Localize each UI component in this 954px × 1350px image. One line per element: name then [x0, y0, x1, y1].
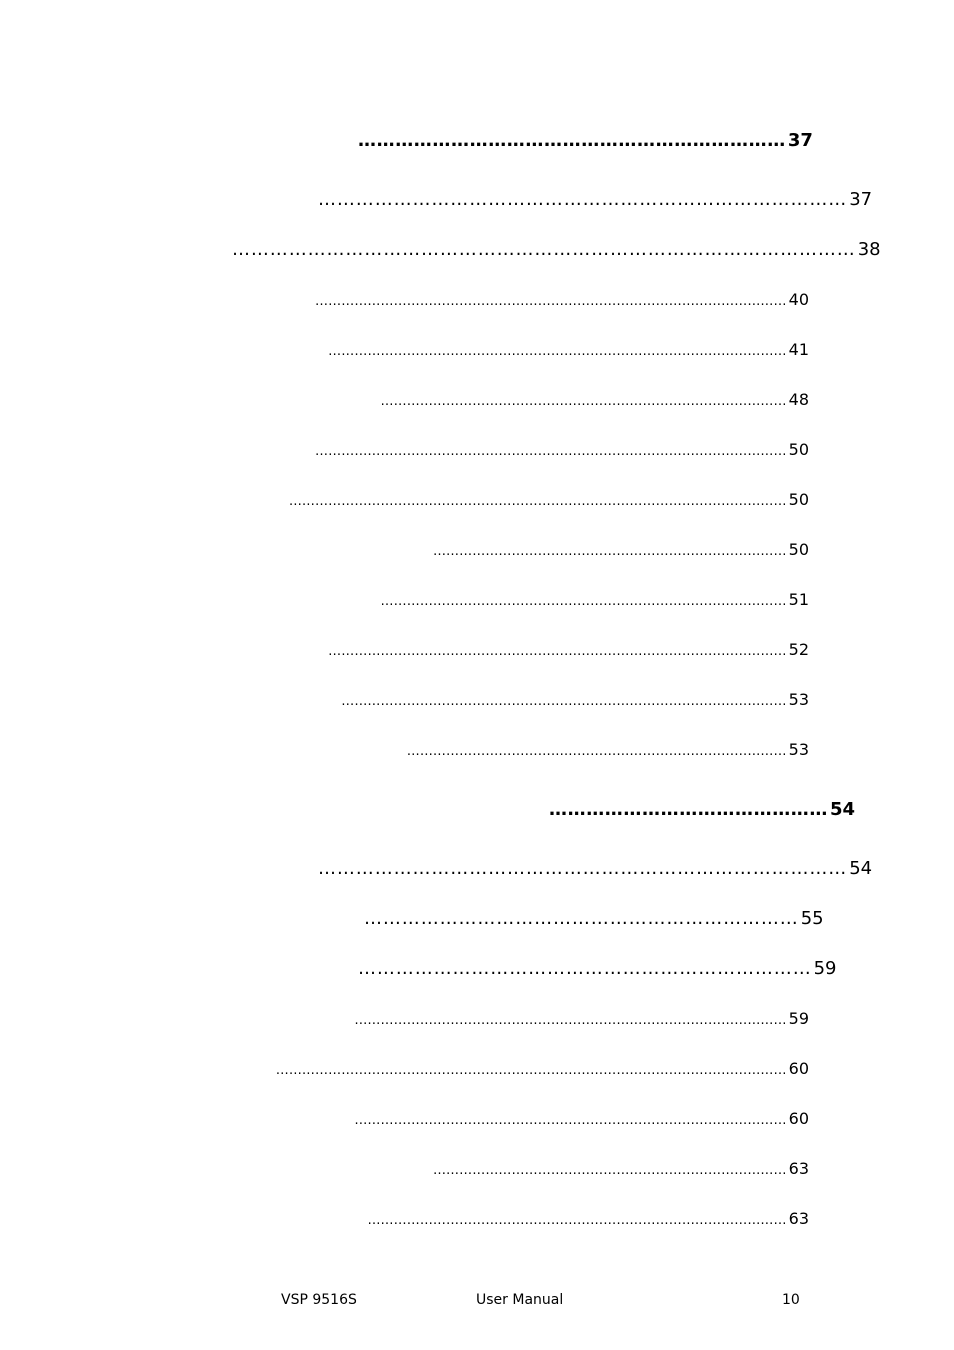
toc-leader-dots: …………………………………………………………………………………………………… [288, 494, 787, 509]
toc-entry[interactable] [354, 740, 809, 764]
toc-leader-dots: ………………………………………………………………………………… [380, 594, 787, 609]
toc-entry[interactable] [411, 540, 809, 564]
toc-entry[interactable] [307, 390, 809, 414]
toc-leader-dots: ………………………………………………………………………… [318, 858, 848, 879]
toc-entry[interactable] [245, 440, 809, 464]
toc-leader-dots: ……………………………………………………………………………………………………… [275, 1063, 787, 1078]
toc-leader-dots: ………………………………………………………………………………………… [341, 694, 787, 709]
toc-page-number: 52 [788, 640, 809, 659]
toc-page-number: 37 [787, 130, 813, 151]
toc-entry[interactable] [296, 690, 809, 714]
toc-entry[interactable] [358, 130, 813, 154]
toc-leader-dots: ……………………………………………………………………………………………… [315, 294, 787, 309]
toc-entry[interactable] [549, 799, 856, 823]
toc-page-number: 40 [788, 290, 809, 309]
toc-leader-dots: …………………………………………………………… [358, 130, 786, 151]
toc-page-number: 51 [788, 590, 809, 609]
toc-leader-dots: ……………………………………………………………………… [432, 1163, 787, 1178]
toc-entry[interactable] [318, 189, 873, 213]
toc-entry[interactable] [358, 958, 837, 982]
toc-page-number: 50 [788, 490, 809, 509]
toc-page-number: 48 [788, 390, 809, 409]
toc-leader-dots: …………………………………………………………… [364, 908, 799, 929]
toc-page-number: 63 [788, 1159, 809, 1178]
toc-entry[interactable] [286, 1109, 809, 1133]
toc-page-number: 63 [788, 1209, 809, 1228]
toc-leader-dots: …………………………………………………………………………… [406, 744, 787, 759]
toc-entry[interactable] [218, 1059, 809, 1083]
toc-leader-dots: …………………………………………………………………………………… [367, 1213, 787, 1228]
toc-page-number: 54 [830, 799, 856, 820]
toc-entry[interactable] [318, 858, 873, 882]
toc-entry[interactable] [232, 239, 881, 263]
toc-entry[interactable] [400, 1159, 809, 1183]
toc-page-number: 60 [788, 1109, 809, 1128]
toc-page-number: 54 [849, 858, 873, 879]
toc-page-number: 38 [857, 239, 881, 260]
toc-page-number: 50 [788, 540, 809, 559]
toc-entry[interactable] [245, 290, 809, 314]
toc-page-number: 41 [788, 340, 809, 359]
toc-page-number: 50 [788, 440, 809, 459]
toc-entry[interactable] [266, 340, 809, 364]
toc-leader-dots: ………………………………………………………………………………… [380, 394, 787, 409]
toc-page-number: 59 [788, 1009, 809, 1028]
toc-leader-dots: ……………………………………………………………………………………… [354, 1113, 787, 1128]
footer-page-number: 10 [782, 1292, 800, 1308]
toc-leader-dots: …………………………………………………………………………………………… [328, 344, 787, 359]
footer-title: User Manual [476, 1292, 564, 1308]
toc-page-number: 60 [788, 1059, 809, 1078]
toc-entry[interactable] [286, 1009, 809, 1033]
toc-leader-dots: ……………………………………………………………………………………… [354, 1013, 787, 1028]
toc-page-number: 55 [800, 908, 824, 929]
toc-leader-dots: ……………………………………… [549, 799, 828, 820]
toc-leader-dots: ……………………………………………………………………………………………… [315, 444, 787, 459]
footer-model: VSP 9516S [281, 1292, 357, 1308]
toc-page-number: 59 [813, 958, 837, 979]
toc-entry[interactable] [266, 640, 809, 664]
toc-leader-dots: ………………………………………………………………………… [318, 189, 848, 210]
toc-entry[interactable] [312, 590, 809, 614]
toc-page-number: 53 [788, 690, 809, 709]
toc-leader-dots: ……………………………………………………………… [358, 958, 812, 979]
toc-leader-dots: …………………………………………………………………………………………… [328, 644, 787, 659]
toc-leader-dots: ……………………………………………………………………………………… [232, 239, 856, 260]
toc-leader-dots: ……………………………………………………………………… [432, 544, 787, 559]
toc-page-number: 37 [849, 189, 873, 210]
toc-page-number: 53 [788, 740, 809, 759]
toc-entry[interactable] [364, 908, 824, 932]
toc-entry[interactable] [240, 490, 809, 514]
toc-entry[interactable] [317, 1209, 809, 1233]
